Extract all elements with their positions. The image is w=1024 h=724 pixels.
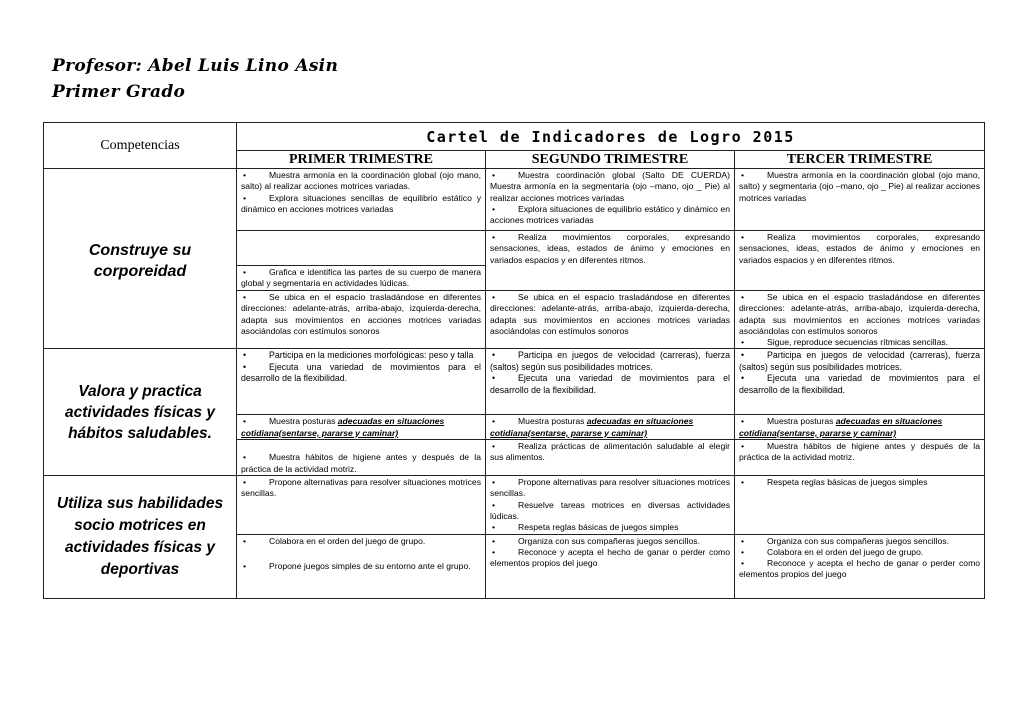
indicator-emphasis: adecuadas en situaciones (835, 416, 943, 427)
bullet-icon: • (492, 373, 496, 384)
cell-r9-t2 (486, 534, 735, 598)
bullet-icon: • (243, 416, 247, 427)
cell-r5-t2 (486, 349, 735, 415)
indicator-emphasis: adecuadas en situaciones (586, 416, 694, 427)
cell-r1-t2 (486, 169, 735, 231)
indicator-text: Se ubica en el espacio trasladándose en diferentes direcciones: adelante-atrás, arriba-abajo, izquierda-derecha, adapta sus movimientos en acciones motrices variadas asociándolas con estímulos sonoros (490, 292, 730, 336)
indicator-text: Muestra hábitos de higiene antes y después de la práctica de la actividad motriz. (739, 441, 981, 463)
indicator-text: Ejecuta una variedad de movimientos para el desarrollo de la flexibilidad. (739, 373, 981, 395)
indicator-item (241, 477, 481, 500)
cell-r6-t2 (486, 415, 735, 440)
indicator-text: Realiza movimientos corporales, expresando sensaciones, ideas, estados de ánimo y emociones en variados espacios y en diferentes ritmos. (739, 232, 981, 265)
bullet-icon: • (243, 361, 247, 372)
indicator-text: Respeta reglas básicas de juegos simples (518, 522, 679, 533)
indicator-item (490, 416, 730, 439)
indicator-text: Realiza movimientos corporales, expresando sensaciones, ideas, estados de ánimo y emociones en variados espacios y en diferentes ritmos. (490, 232, 730, 265)
indicator-text: Reconoce y acepta el hecho de ganar o perder como elementos propios del juego (739, 558, 981, 580)
indicator-text: Propone alternativas para resolver situaciones motrices sencillas. (241, 477, 481, 499)
indicator-item (490, 373, 730, 396)
indicator-item (241, 452, 481, 475)
bullet-icon: • (492, 350, 496, 361)
indicator-item (241, 416, 481, 439)
competencia-habilidades-sociomotrices: Utiliza sus habilidades socio motrices en actividades físicas y deportivas (44, 476, 237, 598)
indicator-text: Organiza con sus compañeras juegos sencillos. (518, 535, 700, 546)
cell-r4-t1 (237, 291, 486, 349)
bullet-icon: • (741, 546, 745, 557)
competencias-header: Competencias (44, 123, 237, 169)
cell-r3-t1 (237, 266, 486, 291)
bullet-icon: • (741, 416, 745, 427)
indicator-item (739, 292, 980, 337)
indicator-emphasis: cotidiana(sentarse, pararse y caminar) (241, 427, 399, 438)
indicator-text: Colabora en el orden del juego de grupo. (269, 535, 426, 546)
indicator-item (739, 350, 980, 373)
indicator-item (490, 522, 730, 533)
bullet-icon: • (243, 535, 247, 546)
cell-r7-t1 (237, 440, 486, 476)
indicator-text: Participa en juegos de velocidad (carreras), fuerza (saltos) según sus posibilidades motrices. (490, 350, 730, 372)
indicator-text: Muestra posturas (767, 416, 836, 427)
indicator-item (490, 170, 730, 204)
indicator-text: Muestra hábitos de higiene antes y después de la práctica de la actividad motriz. (241, 452, 481, 474)
indicator-text: Propone alternativas para resolver situaciones motrices sencillas. (490, 477, 730, 499)
indicator-text: Explora situaciones de equilibrio estático y dinámico en acciones motrices variadas (490, 203, 730, 226)
cell-r7-t2 (486, 440, 735, 476)
bullet-icon: • (492, 232, 496, 242)
indicator-text: Muestra posturas (518, 416, 587, 427)
indicator-item (241, 170, 481, 193)
indicator-emphasis: cotidiana(sentarse, pararse y caminar) (739, 427, 897, 438)
cell-r1-t1 (237, 169, 486, 231)
indicator-item (739, 558, 980, 581)
indicator-item (490, 477, 730, 500)
indicator-text: Participa en juegos de velocidad (carreras), fuerza (saltos) según sus posibilidades motrices. (739, 350, 981, 372)
bullet-icon: • (741, 373, 745, 384)
bullet-icon: • (492, 499, 496, 510)
bullet-icon: • (741, 350, 745, 361)
competencia-corporeidad: Construye su corporeidad (44, 169, 237, 349)
bullet-icon: • (492, 203, 496, 214)
indicator-item (739, 373, 980, 396)
indicator-item (241, 350, 481, 362)
indicator-item (739, 536, 980, 547)
bullet-icon: • (741, 337, 745, 348)
indicator-item (490, 204, 730, 227)
indicator-item (241, 267, 481, 290)
bullet-icon: • (243, 292, 247, 302)
indicator-emphasis: cotidiana(sentarse, pararse y caminar) (490, 427, 648, 438)
cell-r6-t3 (735, 415, 985, 440)
cell-r4-t2 (486, 291, 735, 349)
indicator-text: Muestra armonía en la coordinación global (ojo mano, salto) y segmentaria (ojo –mano, ojo _ Pie) al realizar acciones motrices variadas (739, 170, 981, 203)
cell-r8-t1 (237, 476, 486, 534)
indicator-text: Ejecuta una variedad de movimientos para el desarrollo de la flexibilidad. (241, 361, 481, 384)
cell-r2-t2 (486, 231, 735, 291)
cell-r1-t3 (735, 169, 985, 231)
indicator-item (241, 561, 481, 572)
indicator-text: Reconoce y acepta el hecho de ganar o perder como elementos propios del juego (490, 546, 730, 569)
indicator-text: Colabora en el orden del juego de grupo. (767, 546, 924, 557)
bullet-icon: • (492, 292, 496, 302)
indicator-item (739, 547, 980, 558)
indicator-item (490, 441, 730, 464)
indicator-item (490, 232, 730, 266)
grado-line: Primer Grado (52, 82, 186, 102)
indicator-item (739, 170, 980, 204)
bullet-icon: • (741, 170, 745, 180)
header-primer-trimestre: PRIMER TRIMESTRE (237, 151, 486, 169)
indicator-text: Se ubica en el espacio trasladándose en diferentes direcciones: adelante-atrás, arriba-abajo, izquierda-derecha, adapta sus movimientos en acciones motrices variadas asociándolas con estímulos sonoros (241, 292, 481, 336)
profesor-line: Profesor: Abel Luis Lino Asin (52, 56, 339, 76)
bullet-icon: • (492, 546, 496, 557)
indicator-item (490, 547, 730, 570)
indicator-text: Sigue, reproduce secuencias rítmicas sencillas. (767, 337, 949, 348)
indicator-item (241, 536, 481, 547)
table-title: Cartel de Indicadores de Logro 2015 (237, 123, 985, 151)
indicadores-table (43, 122, 985, 599)
indicator-text: Respeta reglas básicas de juegos simples (767, 477, 928, 488)
indicator-item (739, 416, 980, 439)
bullet-icon: • (492, 441, 496, 452)
bullet-icon: • (243, 350, 247, 361)
indicator-item (490, 500, 730, 523)
bullet-icon: • (492, 170, 496, 180)
bullet-icon: • (492, 535, 496, 546)
indicator-text: Organiza con sus compañeras juegos sencillos. (767, 535, 949, 546)
cell-r8-t2 (486, 476, 735, 534)
cell-r2-t1 (237, 231, 486, 266)
cell-r9-t3 (735, 534, 985, 598)
bullet-icon: • (741, 558, 745, 569)
indicator-text: Realiza prácticas de alimentación saludable al elegir sus alimentos. (490, 441, 730, 463)
indicator-text: Resuelve tareas motrices en diversas actividades lúdicas. (490, 499, 730, 521)
bullet-icon: • (243, 560, 247, 571)
indicator-text: Muestra coordinación global (Salto DE CUERDA) Muestra armonía en la segmentaria (ojo –mano, ojo _ Pie) al realizar acciones motrices variadas (490, 170, 730, 203)
indicator-text: Muestra posturas (269, 416, 338, 427)
indicator-emphasis: adecuadas en situaciones (337, 416, 445, 427)
cell-r5-t1 (237, 349, 486, 415)
bullet-icon: • (741, 441, 745, 452)
indicator-text: Muestra armonía en la coordinación global (ojo mano, salto) al realizar acciones motrices variadas. (241, 170, 481, 192)
indicator-text: Propone juegos simples de su entorno ante el grupo. (269, 560, 471, 571)
bullet-icon: • (243, 477, 247, 488)
bullet-icon: • (492, 416, 496, 427)
indicator-text: Grafica e identifica las partes de su cuerpo de manera global y segmentaria en actividades lúdicas. (241, 267, 481, 289)
cell-r2-t3 (735, 231, 985, 291)
header-segundo-trimestre: SEGUNDO TRIMESTRE (486, 151, 735, 169)
indicator-item (241, 193, 481, 216)
cell-r6-t1 (237, 415, 486, 440)
indicator-item (490, 350, 730, 373)
header-tercer-trimestre: TERCER TRIMESTRE (735, 151, 985, 169)
bullet-icon: • (243, 170, 247, 180)
indicator-item (739, 441, 980, 464)
bullet-icon: • (243, 452, 247, 463)
indicator-item (739, 232, 980, 266)
competencia-actividades-fisicas: Valora y practica actividades físicas y hábitos saludables. (44, 349, 237, 476)
bullet-icon: • (243, 192, 247, 203)
bullet-icon: • (243, 267, 247, 277)
indicator-text: Ejecuta una variedad de movimientos para el desarrollo de la flexibilidad. (490, 373, 730, 395)
indicator-item (739, 337, 980, 348)
cell-r5-t3 (735, 349, 985, 415)
indicator-item (739, 477, 980, 488)
cell-r9-t1 (237, 534, 486, 598)
indicator-text: Explora situaciones sencillas de equilibrio estático y dinámico en acciones motrices variadas (241, 192, 481, 214)
indicator-item (490, 536, 730, 547)
bullet-icon: • (741, 292, 745, 302)
cell-r4-t3 (735, 291, 985, 349)
cell-r7-t3 (735, 440, 985, 476)
indicator-item (241, 292, 481, 337)
cell-r8-t3 (735, 476, 985, 534)
indicator-text: Participa en la mediciones morfológicas: peso y talla (269, 350, 474, 361)
bullet-icon: • (492, 477, 496, 488)
bullet-icon: • (741, 535, 745, 546)
bullet-icon: • (741, 477, 745, 488)
bullet-icon: • (741, 232, 745, 242)
bullet-icon: • (492, 522, 496, 533)
indicator-text: Se ubica en el espacio trasladándose en diferentes direcciones: adelante-atrás, arriba-abajo, izquierda-derecha, adapta sus movimientos en acciones motrices variadas asociándolas con estímulos sonoros (739, 292, 981, 336)
indicator-item (490, 292, 730, 337)
indicator-item (241, 362, 481, 385)
